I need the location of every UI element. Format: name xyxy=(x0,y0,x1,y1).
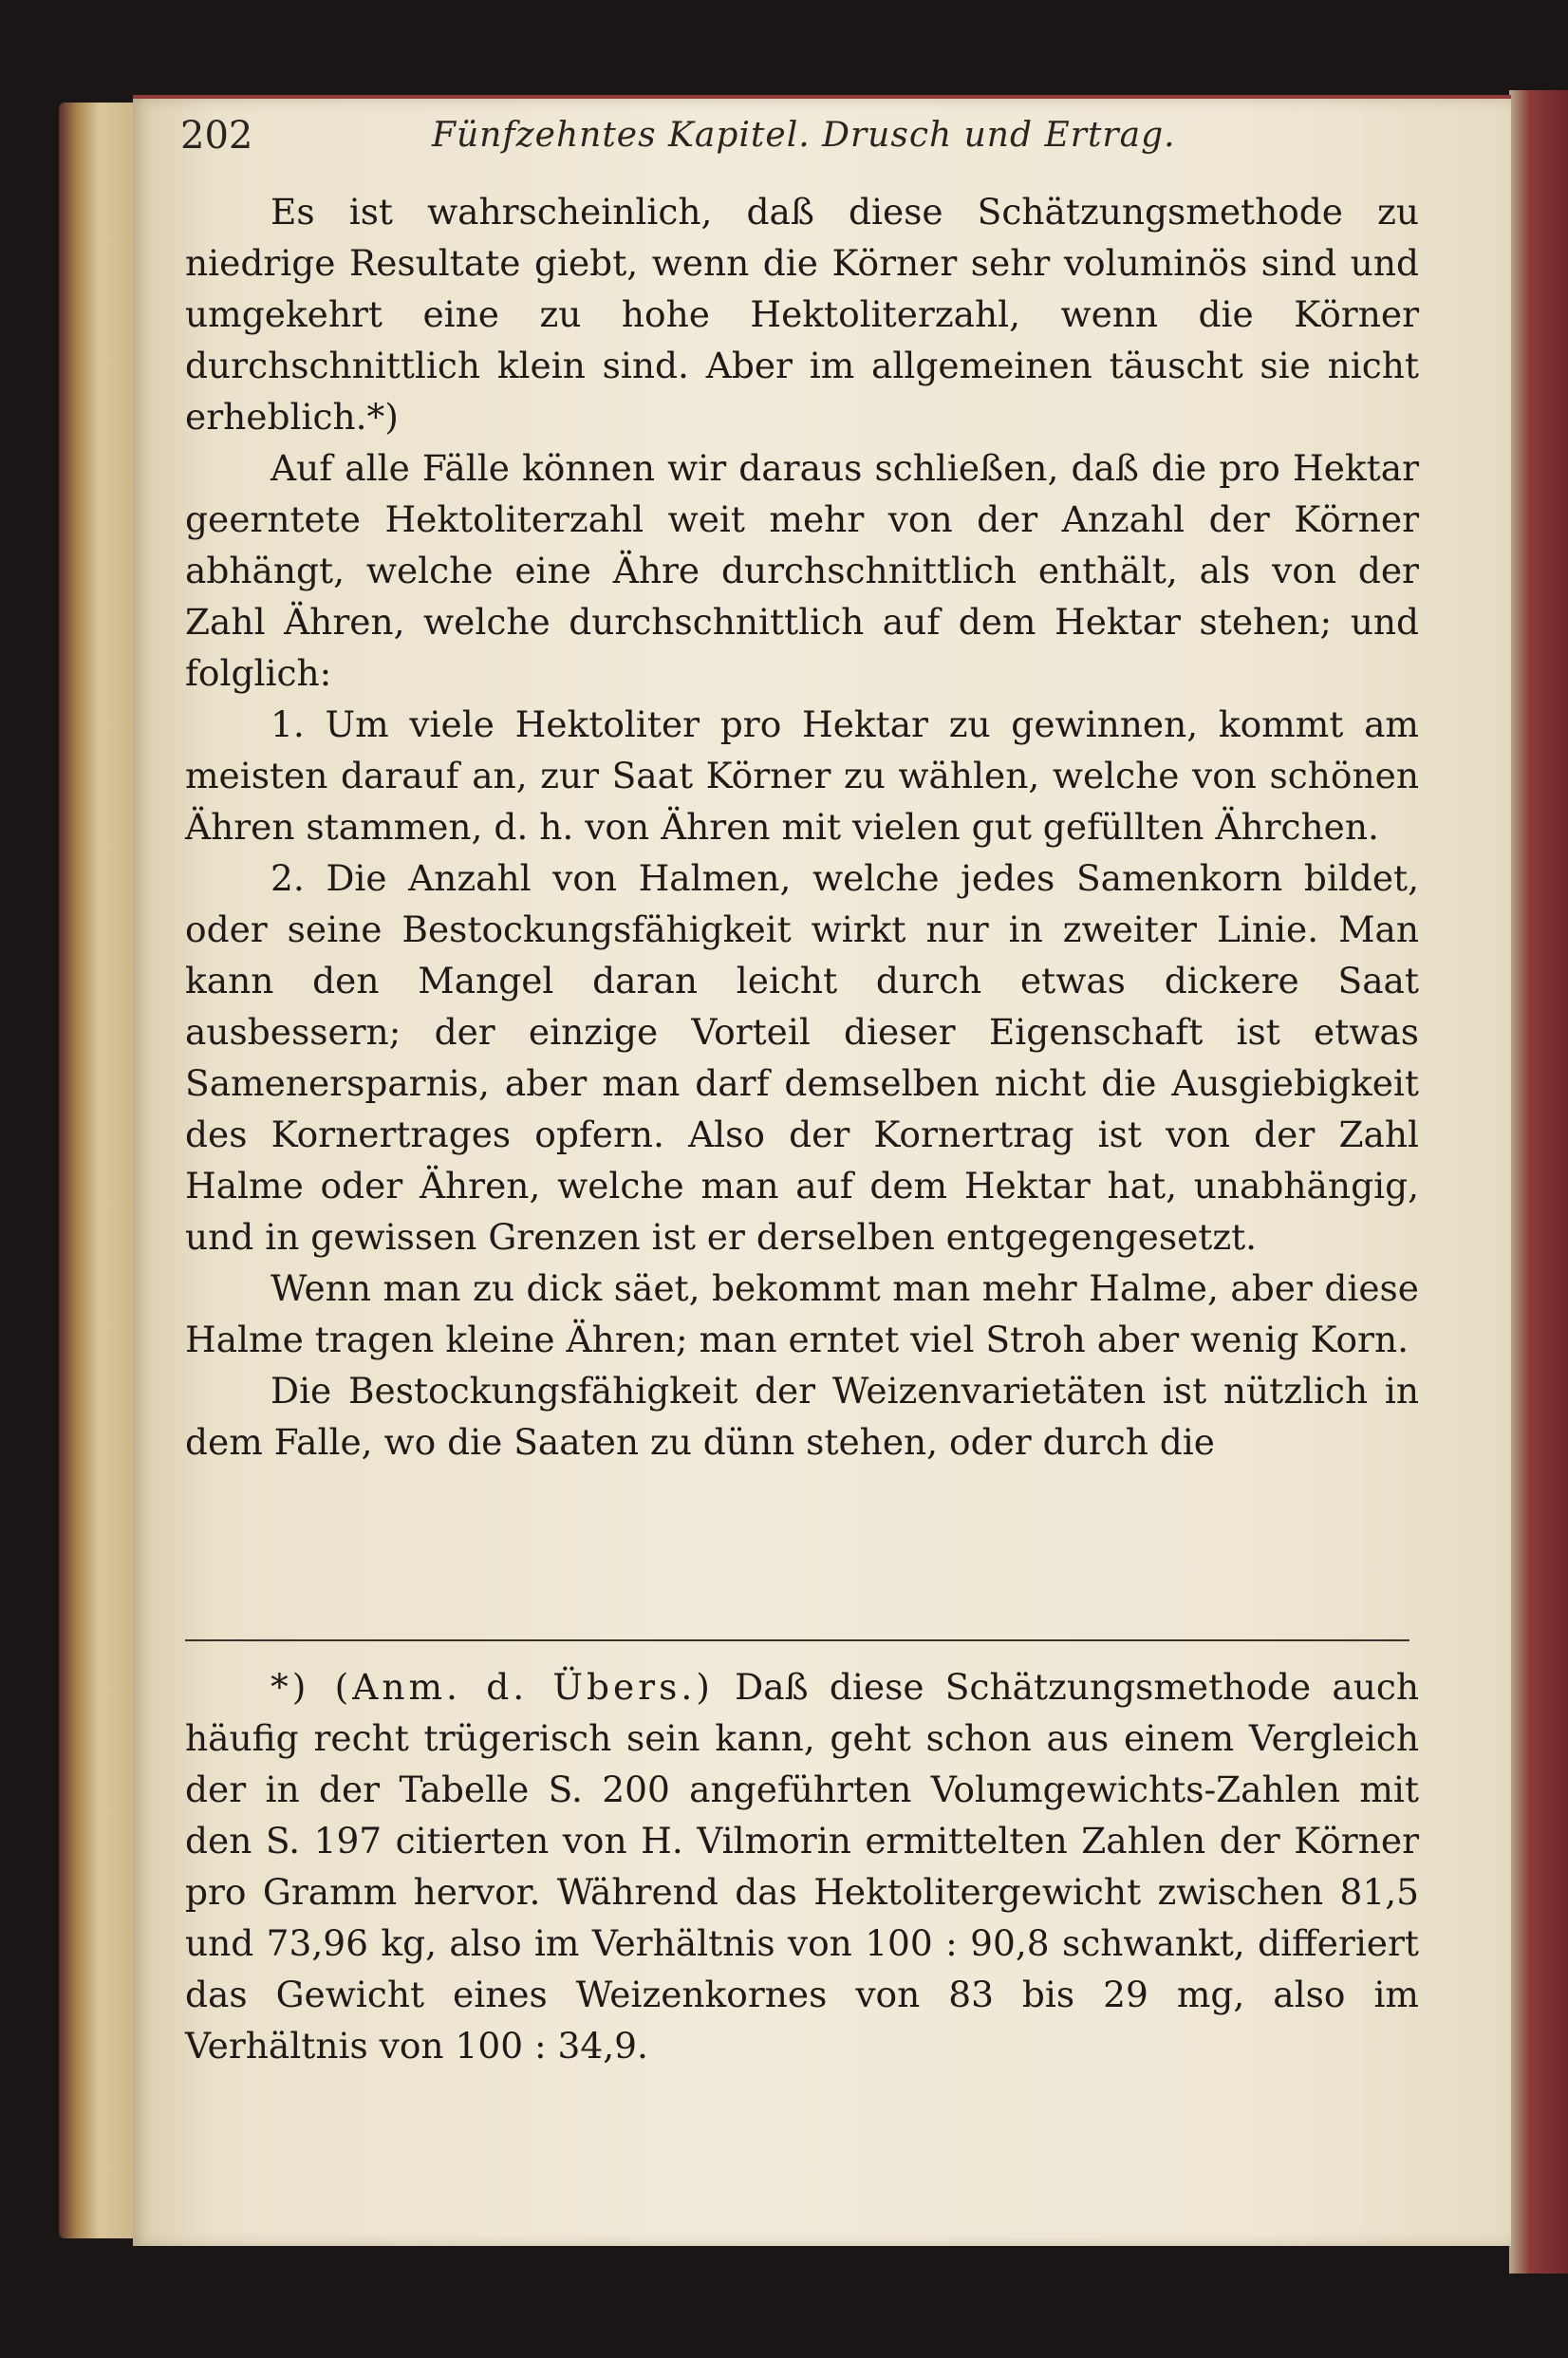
running-head: Fünfzehntes Kapitel. Drusch und Ertrag. xyxy=(432,116,1176,155)
paragraph: Wenn man zu dick säet, bekommt man mehr Halme, aber diese Halme tragen kleine Ähren; man erntet viel Stroh aber wenig Korn. xyxy=(185,1267,1419,1360)
paragraph: Die Bestockungsfähigkeit der Weizenvarietäten ist nützlich in dem Falle, wo die Saaten zu dünn stehen, oder durch die xyxy=(185,1370,1419,1463)
main-text xyxy=(185,186,1419,1468)
footnote-divider xyxy=(185,1639,1409,1641)
footnote xyxy=(185,1661,1419,2071)
footnote-paragraph xyxy=(185,1661,1419,2071)
paragraph: 2. Die Anzahl von Halmen, welche jedes Samenkorn bildet, oder seine Bestockungsfähigkeit wirkt nur in zweiter Linie. Man kann den Mangel daran leicht durch etwas dickere Saat ausbessern; der einzige Vorteil dieser Eigenschaft ist etwas Samenersparnis, aber man darf demselben nicht die Ausgiebigkeit des Kornertrages opfern. Also der Kornertrag ist von der Zahl Halme oder Ähren, welche man auf dem Hektar hat, unabhängig, und in gewissen Grenzen ist er derselben entgegengesetzt. xyxy=(185,857,1419,1258)
footnote-text: Daß diese Schätzungsmethode auch häufig recht trügerisch sein kann, geht schon aus einem Vergleich der in der Tabelle S. 200 angeführten Volumgewichts-Zahlen mit den S. 197 citierten von H. Vilmorin ermittelten Zahlen der Körner pro Gramm hervor. Während das Hektolitergewicht zwischen 81,5 und 73,96 kg, also im Verhältnis von 100 : 90,8 schwankt, differiert das Gewicht eines Weizenkornes von 83 bis 29 mg, also im Verhältnis von 100 : 34,9. xyxy=(185,1666,1419,2067)
footnote-label: *) (Anm. d. Übers.) xyxy=(271,1666,714,1708)
paragraph: Auf alle Fälle können wir daraus schließen, daß die pro Hektar geerntete Hektoliterzahl weit mehr von der Anzahl der Körner abhängt, welche eine Ähre durchschnittlich enthält, als von der Zahl Ähren, welche durchschnittlich auf dem Hektar stehen; und folglich: xyxy=(185,447,1419,694)
paragraph: 1. Um viele Hektoliter pro Hektar zu gewinnen, kommt am meisten darauf an, zur Saat Körner zu wählen, welche von schönen Ähren stammen, d. h. von Ähren mit vielen gut gefüllten Ährchen. xyxy=(185,703,1419,848)
book-cover-edge xyxy=(1509,90,1568,2274)
page-number: 202 xyxy=(180,114,253,158)
paragraph: Es ist wahrscheinlich, daß diese Schätzungsmethode zu niedrige Resultate giebt, wenn die Körner sehr voluminös sind und umgekehrt eine zu hohe Hektoliterzahl, wenn die Körner durchschnittlich klein sind. Aber im allgemeinen täuscht sie nicht erheblich.*) xyxy=(185,191,1419,438)
page-header xyxy=(180,114,1186,171)
